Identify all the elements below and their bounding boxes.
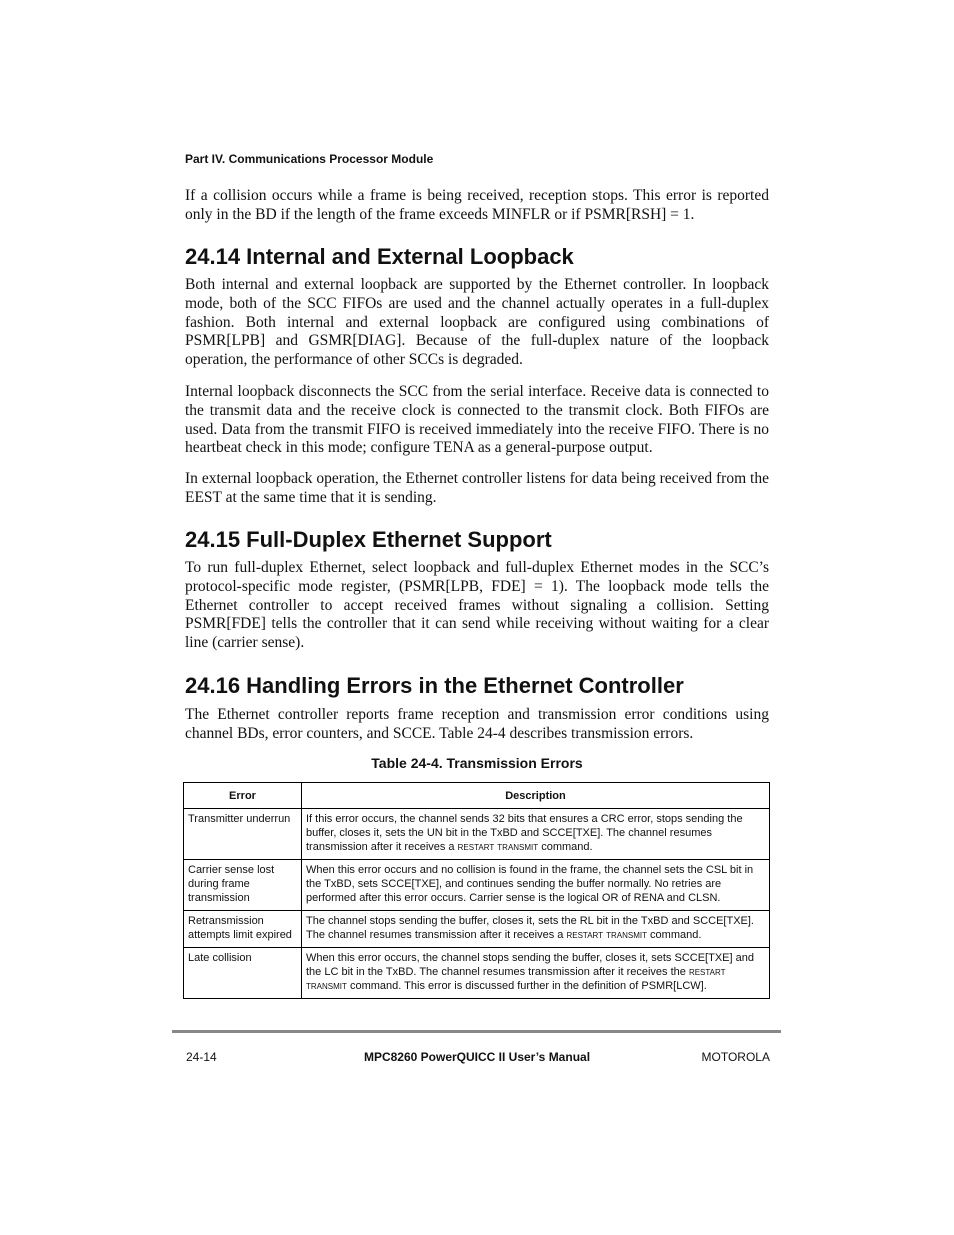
error-cell: Late collision xyxy=(184,948,302,999)
table-row xyxy=(184,911,770,948)
description-cell: When this error occurs and no collision is found in the frame, the channel sets the CSL bit in the TxBD, sets SCCE[TXE], and continues sending the buffer normally. No retries are performed after this error occurs. Carrier sense is the logical OR of RENA and CLSN. xyxy=(302,860,770,911)
paragraph-internal-loopback: Internal loopback disconnects the SCC from the serial interface. Receive data is connected to the transmit data and the receive clock is connected to the transmit clock. Both FIFOs are used. Data from the transmit FIFO is received immediately into the receive FIFO. There is no heartbeat check in this mode; configure TENA as a general-purpose output. xyxy=(185,383,769,457)
section-heading-24-15: 24.15 Full-Duplex Ethernet Support xyxy=(185,527,552,552)
footer-brand: MOTOROLA xyxy=(701,1050,770,1064)
paragraph-full-duplex: To run full-duplex Ethernet, select loopback and full-duplex Ethernet modes in the SCC’s protocol-specific mode register, (PSMR[LPB, FDE] = 1). The loopback mode tells the Ethernet controller to accept received frames without signaling a collision. Setting PSMR[FDE] tells the controller that it can send while receiving without waiting for a clear line (carrier sense). xyxy=(185,559,769,652)
description-cell: When this error occurs, the channel stops sending the buffer, closes it, sets SCCE[TXE] and the LC bit in the TxBD. The channel resumes transmission after it receives the restart transmit command. This error is discussed further in the definition of PSMR[LCW]. xyxy=(302,948,770,999)
table-row xyxy=(184,948,770,999)
column-header-error: Error xyxy=(184,783,302,809)
description-cell: If this error occurs, the channel sends 32 bits that ensures a CRC error, stops sending the buffer, closes it, sets the UN bit in the TxBD and SCCE[TXE]. The channel resumes transmission after it receives a restart transmit command. xyxy=(302,809,770,860)
section-heading-24-14: 24.14 Internal and External Loopback xyxy=(185,244,574,269)
footer-rule xyxy=(172,1030,781,1033)
error-cell: Retransmission attempts limit expired xyxy=(184,911,302,948)
table-row xyxy=(184,860,770,911)
paragraph-loopback-overview: Both internal and external loopback are supported by the Ethernet controller. In loopback mode, both of the SCC FIFOs are used and the channel actually operates in a full-duplex fashion. Both internal and external loopback are configured using combinations of PSMR[LPB] and GSMR[DIAG]. Because of the full-duplex nature of the loopback operation, the performance of other SCCs is degraded. xyxy=(185,276,769,369)
table-header-row xyxy=(184,783,770,809)
error-cell: Carrier sense lost during frame transmission xyxy=(184,860,302,911)
transmission-errors-table xyxy=(183,782,770,999)
running-header: Part IV. Communications Processor Module xyxy=(185,152,434,166)
table-caption: Table 24-4. Transmission Errors xyxy=(371,755,583,771)
footer-page-number: 24-14 xyxy=(186,1050,217,1064)
footer-manual-title: MPC8260 PowerQUICC II User’s Manual xyxy=(363,1050,591,1064)
description-cell: The channel stops sending the buffer, closes it, sets the RL bit in the TxBD and SCCE[TXE]. The channel resumes transmission after it receives a restart transmit command. xyxy=(302,911,770,948)
error-cell: Transmitter underrun xyxy=(184,809,302,860)
table-row xyxy=(184,809,770,860)
section-heading-24-16: 24.16 Handling Errors in the Ethernet Controller xyxy=(185,673,684,698)
column-header-description: Description xyxy=(302,783,770,809)
paragraph-error-handling: The Ethernet controller reports frame reception and transmission error conditions using channel BDs, error counters, and SCCE. Table 24-4 describes transmission errors. xyxy=(185,706,769,742)
intro-paragraph: If a collision occurs while a frame is being received, reception stops. This error is reported only in the BD if the length of the frame exceeds MINFLR or if PSMR[RSH] = 1. xyxy=(185,187,769,223)
paragraph-external-loopback: In external loopback operation, the Ethernet controller listens for data being received from the EEST at the same time that it is sending. xyxy=(185,470,769,506)
